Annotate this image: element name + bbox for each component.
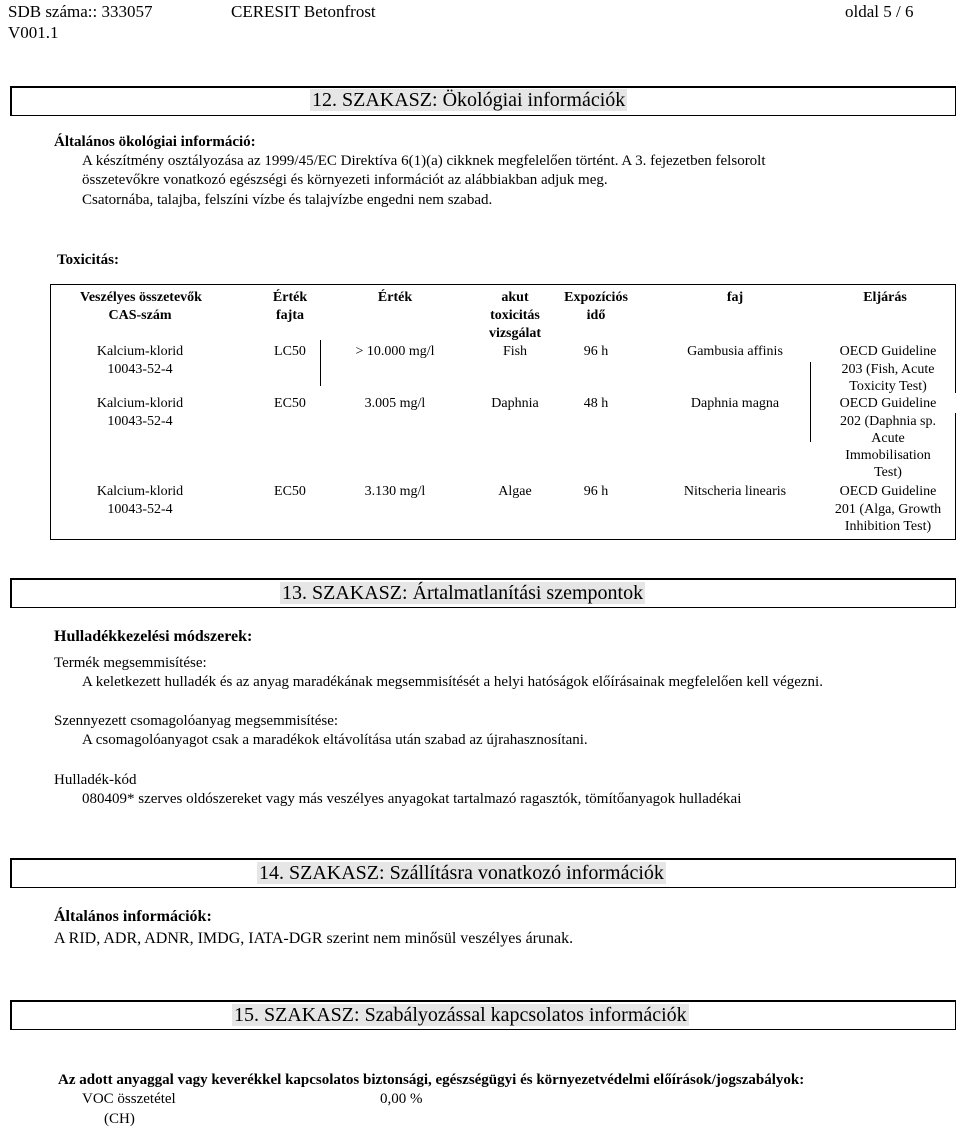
voc-value: 0,00 % [380, 1091, 423, 1107]
transport-general-heading: Általános információk: [54, 908, 212, 925]
row3-component: Kalcium-klorid [96, 484, 184, 499]
general-eco-heading: Általános ökológiai információ: [54, 134, 256, 150]
col-header-component: Veszélyes összetevők [80, 290, 202, 305]
row1-exposure: 96 h [583, 344, 609, 359]
row1-species: Gambusia affinis [687, 344, 783, 359]
row3-method-2: 201 (Alga, Growth [834, 502, 942, 517]
col-header-value-type: Érték [272, 290, 308, 305]
regulation-intro: Az adott anyaggal vagy keverékkel kapcsolatos biztonsági, egészségügyi és környezetvédelmi előírások/jogszabályok: [58, 1072, 805, 1088]
row3-exposure: 96 h [583, 484, 609, 499]
col-header-cas: CAS-szám [108, 308, 172, 323]
col-header-method: Eljárás [863, 290, 907, 305]
row3-value: 3.130 mg/l [364, 484, 426, 499]
product-disposal-label: Termék megsemmisítése: [54, 655, 207, 671]
table-gap [955, 393, 956, 413]
table-divider-b [810, 362, 811, 442]
row1-method-1: OECD Guideline [839, 344, 937, 359]
row2-method-4: Immobilisation [845, 448, 931, 463]
section-12-title: 12. SZAKASZ: Ökológiai információk [312, 89, 626, 111]
row1-method-2: 203 (Fish, Acute [841, 362, 935, 377]
row2-test: Daphnia [491, 396, 539, 411]
row2-method-3: Acute [871, 431, 905, 446]
row3-test: Algae [498, 484, 532, 499]
row1-value: > 10.000 mg/l [355, 344, 435, 359]
row3-cas: 10043-52-4 [107, 502, 173, 517]
row2-cas: 10043-52-4 [107, 414, 173, 429]
row1-cas: 10043-52-4 [107, 362, 173, 377]
col-header-acute: akut [501, 290, 529, 305]
row3-method-3: Inhibition Test) [844, 519, 932, 534]
packaging-disposal-label: Szennyezett csomagolóanyag megsemmisítése: [54, 713, 339, 729]
row2-method-2: 202 (Daphnia sp. [839, 414, 937, 429]
row1-component: Kalcium-klorid [96, 344, 184, 359]
waste-code-text: 080409* szerves oldószereket vagy más veszélyes anyagokat tartalmazó ragasztók, tömítőanyagok hulladékai [82, 791, 742, 807]
section-15-title: 15. SZAKASZ: Szabályozással kapcsolatos információk [234, 1004, 687, 1026]
col-header-exposure-2: idő [586, 308, 606, 323]
eco-text-line3: Csatornába, talajba, felszíni vízbe és talajvízbe engedni nem szabad. [82, 192, 493, 208]
eco-text-line1: A készítmény osztályozása az 1999/45/EC Direktíva 6(1)(a) cikknek megfelelően történt. A 3. fejezetben felsorolt [82, 153, 766, 169]
voc-label: VOC összetétel [82, 1091, 176, 1107]
row2-method-5: Test) [874, 465, 902, 480]
eco-text-line2: összetevőkre vonatkozó egészségi és környezeti információt az alábbiakban adjuk meg. [82, 172, 608, 188]
col-header-exposure: Expozíciós [564, 290, 628, 305]
col-header-value-type-2: fajta [276, 308, 304, 323]
row2-value-type: EC50 [274, 396, 306, 411]
row1-test: Fish [502, 344, 528, 359]
row1-value-type: LC50 [274, 344, 306, 359]
toxicity-heading: Toxicitás: [57, 252, 119, 268]
section-14-title: 14. SZAKASZ: Szállításra vonatkozó információk [259, 862, 664, 884]
waste-methods-heading: Hulladékkezelési módszerek: [54, 628, 253, 645]
sdb-number: SDB száma:: 333057 [8, 2, 153, 21]
section-13-title: 13. SZAKASZ: Ártalmatlanítási szempontok [282, 582, 644, 604]
version: V001.1 [8, 23, 59, 42]
row2-species: Daphnia magna [690, 396, 780, 411]
table-divider-a [320, 340, 321, 386]
page-number: oldal 5 / 6 [845, 2, 914, 21]
row2-value: 3.005 mg/l [364, 396, 426, 411]
voc-sub: (CH) [104, 1111, 135, 1127]
packaging-disposal-text: A csomagolóanyagot csak a maradékok eltávolítása után szabad az újrahasznosítani. [82, 732, 588, 748]
row2-exposure: 48 h [583, 396, 609, 411]
row3-value-type: EC50 [274, 484, 306, 499]
product-disposal-text: A keletkezett hulladék és az anyag maradékának megsemmisítését a helyi hatóságok előírásainak megfelelően kell végezni. [82, 674, 823, 690]
col-header-value: Érték [377, 290, 413, 305]
transport-text: A RID, ADR, ADNR, IMDG, IATA-DGR szerint nem minősül veszélyes árunak. [54, 930, 574, 947]
col-header-acute-2: toxicitás [490, 308, 540, 323]
col-header-species: faj [726, 290, 744, 305]
row3-method-1: OECD Guideline [839, 484, 937, 499]
row2-method-1: OECD Guideline [839, 396, 937, 411]
row2-component: Kalcium-klorid [96, 396, 184, 411]
product-name: CERESIT Betonfrost [231, 2, 376, 21]
col-header-acute-3: vizsgálat [488, 326, 542, 341]
row3-species: Nitscheria linearis [683, 484, 787, 499]
waste-code-label: Hulladék-kód [54, 772, 137, 788]
row1-method-3: Toxicity Test) [849, 379, 927, 394]
